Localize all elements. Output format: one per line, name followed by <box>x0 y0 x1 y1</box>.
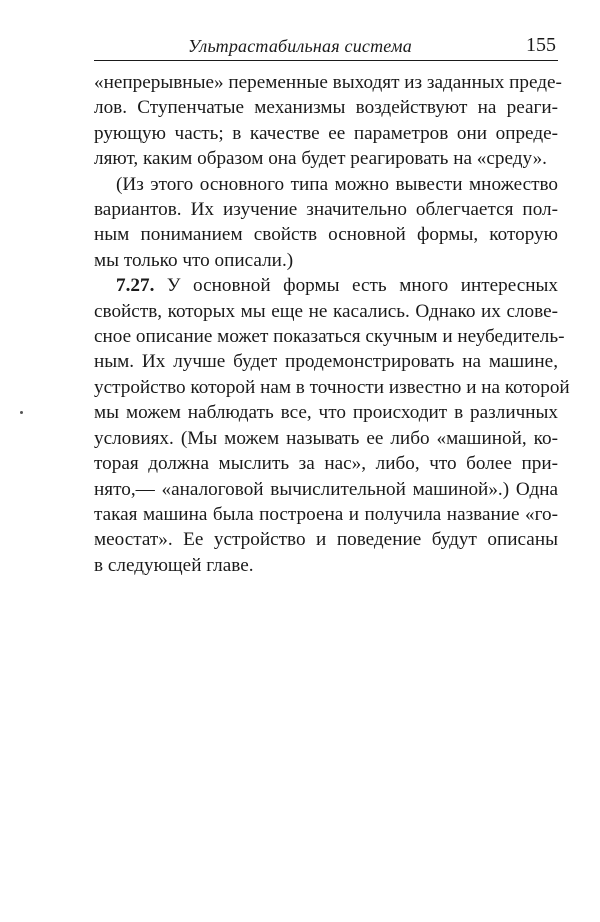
text-line: торая должна мыслить за нас», либо, что более при- <box>94 453 558 475</box>
paragraph-continuation <box>94 70 562 172</box>
running-title: Ультрастабильная система <box>188 36 412 56</box>
text-line: мы только что описали.) <box>94 249 294 271</box>
text-line: лов. Ступенчатые механизмы воздействуют на реаги- <box>94 97 558 119</box>
text-line: сное описание может показаться скучным и неубедитель- <box>94 326 565 348</box>
body-text <box>94 70 570 578</box>
text-line: ляют, каким образом она будет реагировать на «среду». <box>94 148 547 170</box>
text-line: ным пониманием свойств основной формы, которую <box>94 224 558 246</box>
page-number: 155 <box>526 34 556 56</box>
section-number: 7.27. <box>116 275 155 297</box>
text-line: меостат». Ее устройство и поведение будут описаны <box>94 529 558 551</box>
text-line: рующую часть; в качестве ее параметров они опреде- <box>94 122 558 144</box>
paragraph-section-7-27 <box>94 273 570 578</box>
running-header <box>94 34 558 61</box>
paragraph-variants <box>94 172 558 274</box>
text-line: в следующей главе. <box>94 554 254 576</box>
text-line: свойств, которых мы еще не касались. Однако их слове- <box>94 300 558 322</box>
text-line: ным. Их лучше будет продемонстрировать на машине, <box>94 351 558 373</box>
text-line: вариантов. Их изучение значительно облегчается пол- <box>94 199 558 221</box>
text-line: мы можем наблюдать все, что происходит в различных <box>94 402 558 424</box>
text-line-content: У основной формы есть много интересных <box>166 275 558 297</box>
text-line: такая машина была построена и получила название «го- <box>94 503 558 525</box>
text-line: (Из этого основного типа можно вывести множество <box>116 173 558 195</box>
text-line: устройство которой нам в точности известно и на которой <box>94 376 570 398</box>
text-line: условиях. (Мы можем называть ее либо «машиной, ко- <box>94 427 558 449</box>
margin-speck <box>20 411 23 414</box>
text-line <box>94 273 558 298</box>
text-line: «непрерывные» переменные выходят из заданных преде- <box>94 72 562 93</box>
text-line: нято,— «аналоговой вычислительной машиной».) Одна <box>94 478 558 500</box>
